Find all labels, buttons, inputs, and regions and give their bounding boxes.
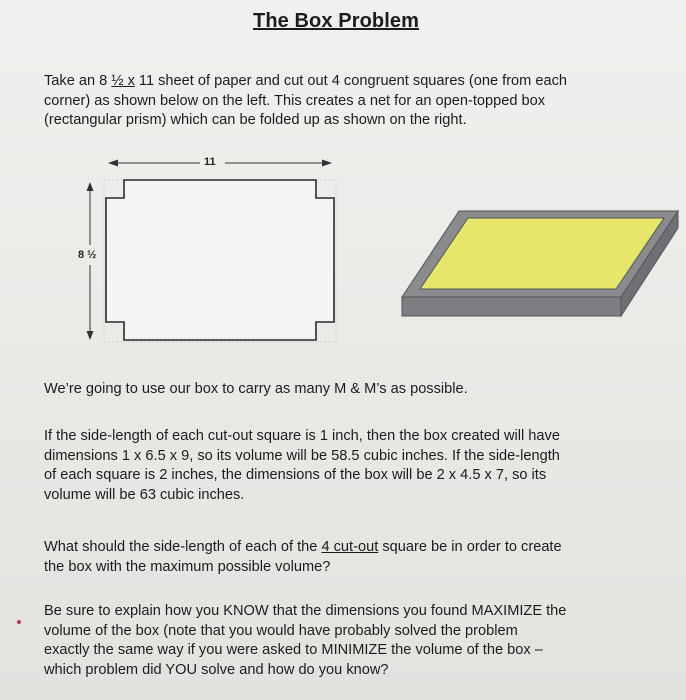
- margin-dot: [17, 620, 21, 624]
- explain-paragraph: Be sure to explain how you KNOW that the dimensions you found MAXIMIZE the volume of the box (note that you would have probably solved the problem exactly the same way if you were asked to MINIMIZE the volume of the box – which problem did YOU solve and how do you know?: [44, 603, 567, 678]
- intro-line-2: corner) as shown below on the left. This creates a net for an open-topped box: [44, 92, 546, 109]
- page-title: The Box Problem: [253, 10, 419, 32]
- question-paragraph: What should the side-length of each of the 4 cut-out square be in order to create the box with the maximum possible volume?: [44, 539, 562, 575]
- width-dimension-arrow: [108, 160, 332, 167]
- paper-net: [104, 180, 336, 342]
- question-line-1: What should the side-length of each of the 4 cut-out square be in order to create: [44, 539, 562, 555]
- open-box-illustration: [402, 211, 678, 316]
- intro-line-1: Take an 8 ½ x 11 sheet of paper and cut out 4 congruent squares (one from each: [44, 73, 568, 89]
- intro-line-3: (rectangular prism) which can be folded up as shown on the right.: [44, 112, 467, 128]
- width-label: 11: [204, 156, 216, 168]
- underlined-phrase: 4 cut-out: [321, 539, 379, 555]
- goal-paragraph: We’re going to use our box to carry as many M & M’s as possible.: [44, 381, 468, 397]
- fraction-underlined: ½ x: [111, 73, 135, 89]
- example-paragraph: If the side-length of each cut-out square is 1 inch, then the box created will have dimensions 1 x 6.5 x 9, so its volume will be 58.5 cubic inches. If the side-length of each square is 2 inches, the dimensions of the box will be 2 x 4.5 x 7, so its volume will be 63 cubic inches.: [44, 428, 560, 503]
- height-label: 8 ½: [78, 249, 97, 261]
- height-dimension-arrow: [87, 182, 94, 340]
